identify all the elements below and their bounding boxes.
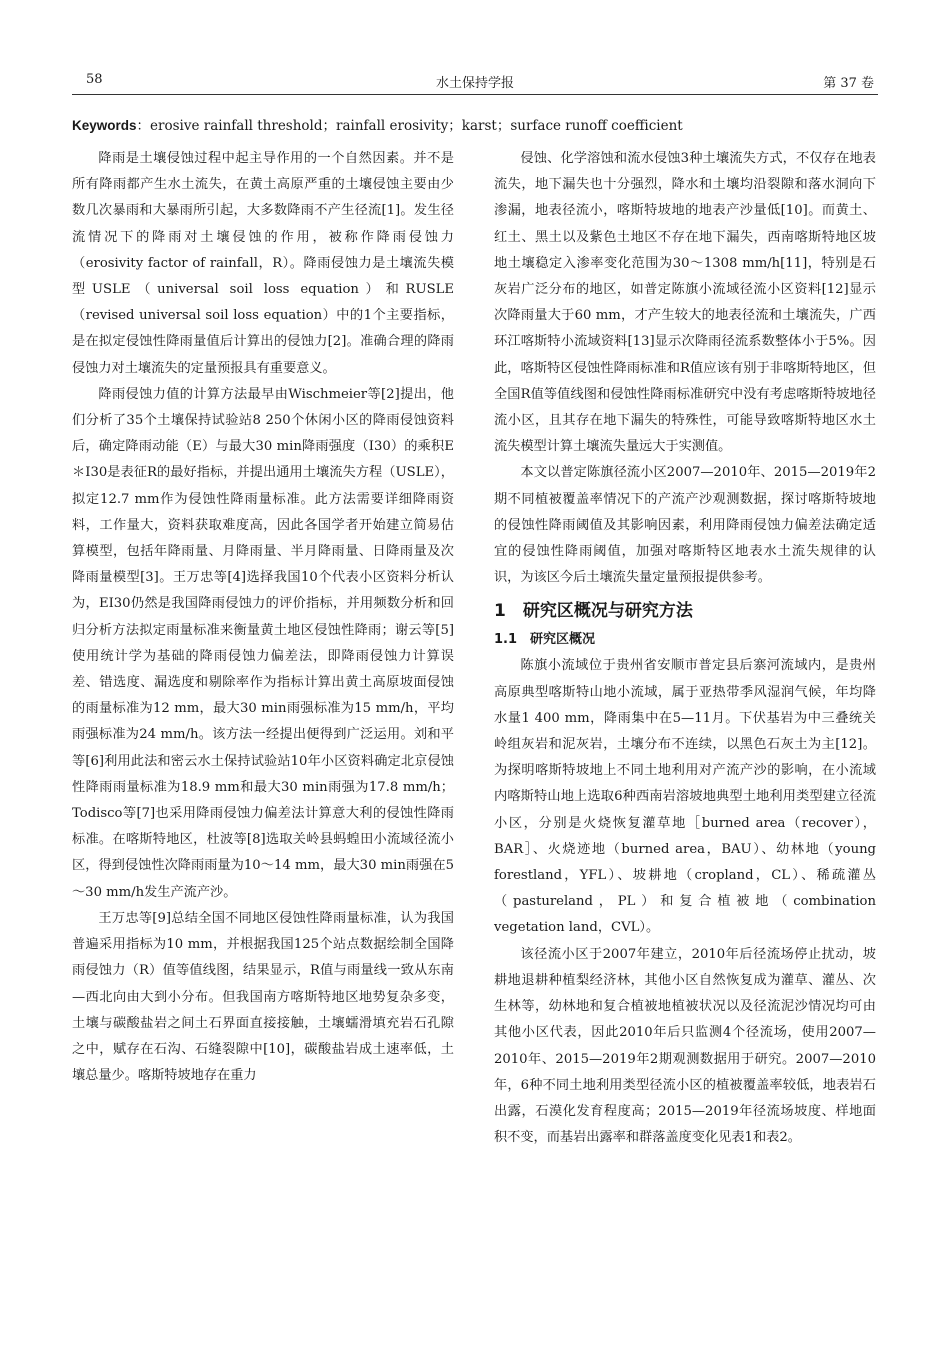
- right-column: [494, 146, 876, 1151]
- subsection-heading: 1.1 研究区概况: [494, 632, 596, 648]
- keywords-line: [72, 116, 878, 136]
- paragraph: 该径流小区于2007年建立，2010年后径流场停止扰动，坡耕地退耕种植梨经济林，其他小区自然恢复成为灌草、灌丛、次生林等，幼林地和复合植被地植被状况以及径流泥沙情况均可由其他小区代表，因此2010年后只监测4个径流场，使用2007—2010年、2015—2019年2期观测数据用于研究。2007—2010年，6种不同土地利用类型径流小区的植被覆盖率较低，地表岩石出露，石漠化发育程度高；2015—2019年径流场坡度、样地面积不变，而基岩出露率和群落盖度变化见表1和表2。: [494, 946, 876, 1146]
- paragraph: 侵蚀、化学溶蚀和流水侵蚀3种土壤流失方式，不仅存在地表流失，地下漏失也十分强烈，降水和土壤均沿裂隙和落水洞向下渗漏，地表径流小，喀斯特坡地的地表产沙量低[10]。而黄土、红土、黑土以及紫色土地区不存在地下漏失，西南喀斯特地区坡地土壤稳定入渗率变化范围为30～1308 mm/h[11]，特别是石灰岩广泛分布的地区，如普定陈旗小流域径流小区资料[12]显示次降雨量大于60 mm，才产生较大的地表径流和土壤流失，广西环江喀斯特小流域资料[13]显示次降雨径流系数整体小于5%。因此，喀斯特区侵蚀性降雨标准和R值应该有别于非喀斯特地区，但全国R值等值线图和侵蚀性降雨标准研究中没有考虑喀斯特坡地径流小区，且其存在地下漏失的特殊性，可能导致喀斯特地区水土流失模型计算土壤流失量远大于实测值。: [494, 151, 876, 455]
- page-header: [72, 68, 878, 95]
- paragraph: 降雨是土壤侵蚀过程中起主导作用的一个自然因素。并不是所有降雨都产生水土流失，在黄土高原严重的土壤侵蚀主要由少数几次暴雨和大暴雨所引起，大多数降雨不产生径流[1]。发生径流情况下的降雨对土壤侵蚀的作用，被称作降雨侵蚀力（erosivity factor of rainfall，R）。降雨侵蚀力是土壤流失模型USLE（universal soil loss equation）和RUSLE（revised universal soil loss equation）中的1个主要指标，是在拟定侵蚀性降雨量值后计算出的侵蚀力[2]。准确合理的降雨侵蚀力对土壤流失的定量预报具有重要意义。: [72, 151, 454, 376]
- journal-title: 水土保持学报: [435, 76, 514, 91]
- paragraph: 陈旗小流域位于贵州省安顺市普定县后寨河流域内，是贵州高原典型喀斯特山地小流域，属于亚热带季风湿润气候，年均降水量1 400 mm，降雨集中在5—11月。下伏基岩为中三叠统关岭组灰岩和泥灰岩，土壤分布不连续，以黑色石灰土为主[12]。为探明喀斯特坡地上不同土地利用对产流产沙的影响，在小流域内喀斯特山地上选取6种西南岩溶坡地典型土地利用类型建立径流小区，分别是火烧恢复灌草地［burned area（recover），BAR］、火烧迹地（burned area，BAU）、幼林地（young forestland，YFL）、坡耕地（cropland，CL）、稀疏灌丛（pastureland，PL）和复合植被地（combination vegetation land，CVL）。: [494, 658, 876, 936]
- keywords-label: Keywords: [72, 118, 137, 133]
- paragraph: 王万忠等[9]总结全国不同地区侵蚀性降雨量标准，认为我国普遍采用指标为10 mm，并根据我国125个站点数据绘制全国降雨侵蚀力（R）值等值线图，结果显示，R值与雨量线一致从东南—西北向由大到小分布。但我国南方喀斯特地区地势复杂多变，土壤与碳酸盐岩之间土石界面直接接触，土壤蠕滑填充岩石孔隙之中，赋存在石沟、石缝裂隙中[10]，碳酸盐岩成土速率低，土壤总量少。喀斯特坡地存在重力: [72, 910, 454, 1084]
- paragraph: 本文以普定陈旗径流小区2007—2010年、2015—2019年2期不同植被覆盖率情况下的产流产沙观测数据，探讨喀斯特坡地的侵蚀性降雨阈值及其影响因素，利用降雨侵蚀力偏差法确定适宜的侵蚀性降雨阈值，加强对喀斯特区地表水土流失规律的认识，为该区今后土壤流失量定量预报提供参考。: [494, 465, 876, 586]
- section-heading: 1 研究区概况与研究方法: [494, 601, 693, 622]
- volume-label: 第 37 卷: [823, 76, 874, 91]
- page-number: 58: [86, 72, 103, 87]
- keywords-text: ：erosive rainfall threshold；rainfall erosivity；karst；surface runoff coefficient: [136, 118, 683, 134]
- left-column: [72, 146, 454, 1089]
- paragraph: 降雨侵蚀力值的计算方法最早由Wischmeier等[2]提出，他们分析了35个土壤保持试验站8 250个休闲小区的降雨侵蚀资料后，确定降雨动能（E）与最大30 min降雨强度（I30）的乘积E＊I30是表征R的最好指标，并提出通用土壤流失方程（USLE），拟定12.7 mm作为侵蚀性降雨量标准。此方法需要详细降雨资料，工作量大，资料获取难度高，因此各国学者开始建立简易估算模型，包括年降雨量、月降雨量、半月降雨量、日降雨量及次降雨量模型[3]。王万忠等[4]选择我国10个代表小区资料分析认为，EI30仍然是我国降雨侵蚀力的评价指标，并用频数分析和回归分析方法拟定雨量标准来衡量黄土地区侵蚀性降雨；谢云等[5]使用统计学为基础的降雨侵蚀力偏差法，即降雨侵蚀力计算误差、错选度、漏选度和剔除率作为指标计算出黄土高原坡面侵蚀的雨量标准为12 mm，最大30 min雨强标准为15 mm/h，平均雨强标准为24 mm/h。该方法一经提出便得到广泛运用。刘和平等[6]利用此法和密云水土保持试验站10年小区资料确定北京侵蚀性降雨雨量标准为18.9 mm和最大30 min雨强为17.8 mm/h；Todisco等[7]也采用降雨侵蚀力偏差法计算意大利的侵蚀性降雨标准。在喀斯特地区，杜波等[8]选取关岭县蚂蝗田小流域径流小区，得到侵蚀性次降雨雨量为10～14 mm，最大30 min雨强在5～30 mm/h发生产流产沙。: [72, 386, 454, 900]
